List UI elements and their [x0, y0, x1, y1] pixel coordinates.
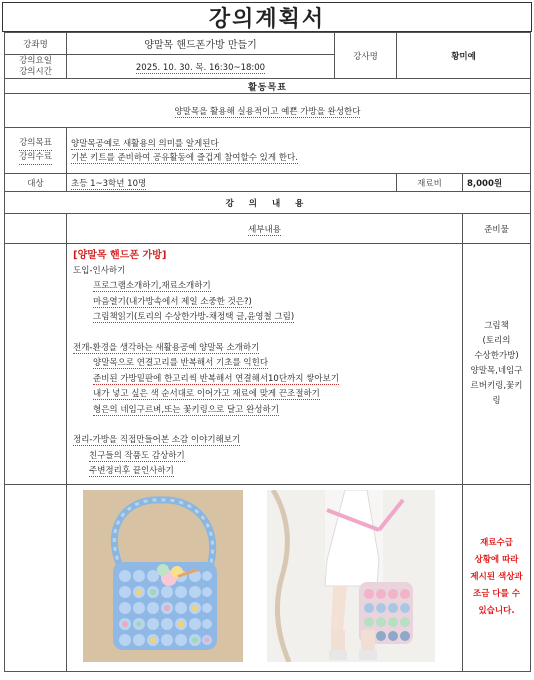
materials-line: (토리의: [482, 335, 511, 346]
page-title: 강의계획서: [2, 2, 532, 32]
wrap-up-item-text: 친구들의 작품도 감상하기: [89, 450, 185, 461]
development-item-text: 준비된 가방밑판에 한고리씩 반복해서 연결해서10단까지 쌓아보기: [93, 373, 340, 384]
development-item: [73, 403, 456, 419]
wrap-up-header: [73, 433, 456, 449]
datetime-cell: [67, 55, 335, 79]
content-section-title: 강 의 내 용: [5, 192, 531, 214]
wrap-up-item: [73, 464, 456, 480]
wrap-up-item: [73, 449, 456, 465]
bag-photo-worn: [267, 490, 435, 662]
intro-item: [73, 295, 456, 311]
instructor-label: 강사명: [335, 33, 397, 79]
time-label: 강의시간: [19, 66, 52, 77]
note-line: 재료수급: [480, 538, 513, 548]
materials-line: 르버키링,꽃키: [470, 380, 523, 391]
objective-labels: [5, 128, 67, 174]
materials-line: 수상한가방): [474, 350, 519, 361]
objective-label: 강의목표: [19, 137, 52, 151]
course-label: 강좌명: [5, 33, 67, 55]
objective-line-2-text: 기본 키트를 준비하여 공유활동에 즐겁게 참여할수 있게 한다.: [71, 152, 298, 163]
main-goal-text: 양말목을 활용해 실용적이고 예쁜 가방을 완성한다: [174, 106, 361, 117]
development-item-text: 내가 넣고 싶은 색 순서대로 이어가고 재료에 맞게 끈조절하기: [93, 389, 320, 399]
datetime-value: 2025. 10. 30. 목. 16:30~18:00: [135, 62, 266, 73]
fee-value: 8,000원: [463, 174, 531, 192]
intro-item: [73, 310, 456, 326]
detail-header-text: 세부내용: [248, 224, 281, 235]
photos-cell: [67, 484, 463, 671]
objective-text: [67, 128, 531, 174]
development-item-text: 양말목으로 연결고리를 반복해서 기초를 익힌다: [93, 358, 269, 368]
activity-title: [양말목 핸드폰 가방]: [73, 250, 167, 261]
note-line: 상황에 따라: [474, 555, 519, 565]
goal-section-title: 활동목표: [5, 79, 531, 94]
crochet-bag-image: [83, 490, 243, 662]
target-value-text: 초등 1~3학년 10명: [71, 178, 147, 189]
wrap-up-item-text: 주변정리후 끝인사하기: [89, 466, 174, 476]
note-line: 있습니다.: [478, 606, 515, 616]
development-header: [73, 341, 456, 357]
intro-header: 도입-인사하기: [73, 265, 126, 276]
left-blank-header: [5, 214, 67, 244]
method-label: 강의수료: [19, 151, 52, 165]
left-blank-photos: [5, 484, 67, 671]
note-line: 제시된 색상과: [470, 572, 523, 582]
lesson-plan-table: [4, 32, 531, 672]
note-line: 조금 다를 수: [473, 589, 520, 599]
intro-item-text: 마음열기(내가방속에서 제일 소중한 것은?): [93, 296, 252, 307]
materials-line: 그림책: [484, 320, 509, 331]
day-label: 강의요일: [19, 55, 52, 66]
target-value: [67, 174, 397, 192]
materials-line: 양말목,네임구: [470, 365, 523, 376]
materials-cell: [463, 244, 531, 485]
left-blank-content: [5, 244, 67, 485]
main-goal: [5, 94, 531, 128]
target-label: 대상: [5, 174, 67, 192]
intro-item-text: 프로그램소개하기,재료소개하기: [93, 281, 211, 291]
course-name-text: 양말목 핸드폰가방 만들기: [144, 40, 257, 51]
objective-line-1-text: 양말목공예로 새활용의 의미를 알게된다: [71, 138, 219, 149]
day-time-labels: [5, 55, 67, 79]
prep-header: 준비물: [463, 214, 531, 244]
course-name: [67, 33, 335, 55]
lesson-content: [67, 244, 463, 485]
development-item-text: 형은의 네임구르벼,또는 꽃키링으로 달고 완성하기: [93, 404, 279, 415]
instructor-name: 황미예: [397, 33, 531, 79]
fee-label: 재료비: [397, 174, 463, 192]
intro-item: [73, 279, 456, 295]
intro-item-text: 그림책읽기(토리의 수상한가방-채정택 글,윤영철 그림): [93, 312, 295, 322]
development-item: [73, 372, 456, 388]
materials-line: 링: [492, 395, 501, 406]
development-header-text: 전개-환경을 생각하는 새활용공예 양말목 소개하기: [73, 342, 260, 353]
detail-header: [67, 214, 463, 244]
objective-line-2: [71, 151, 526, 165]
objective-line-1: [71, 137, 526, 151]
wrap-up-header-text: 정리-가방을 직접만들어본 소감 이야기해보기: [73, 435, 241, 445]
child-with-bag-image: [267, 490, 435, 662]
development-item: [73, 387, 456, 403]
bag-photo-flatlay: [83, 490, 243, 662]
materials-note: [463, 484, 531, 671]
development-item: [73, 356, 456, 372]
